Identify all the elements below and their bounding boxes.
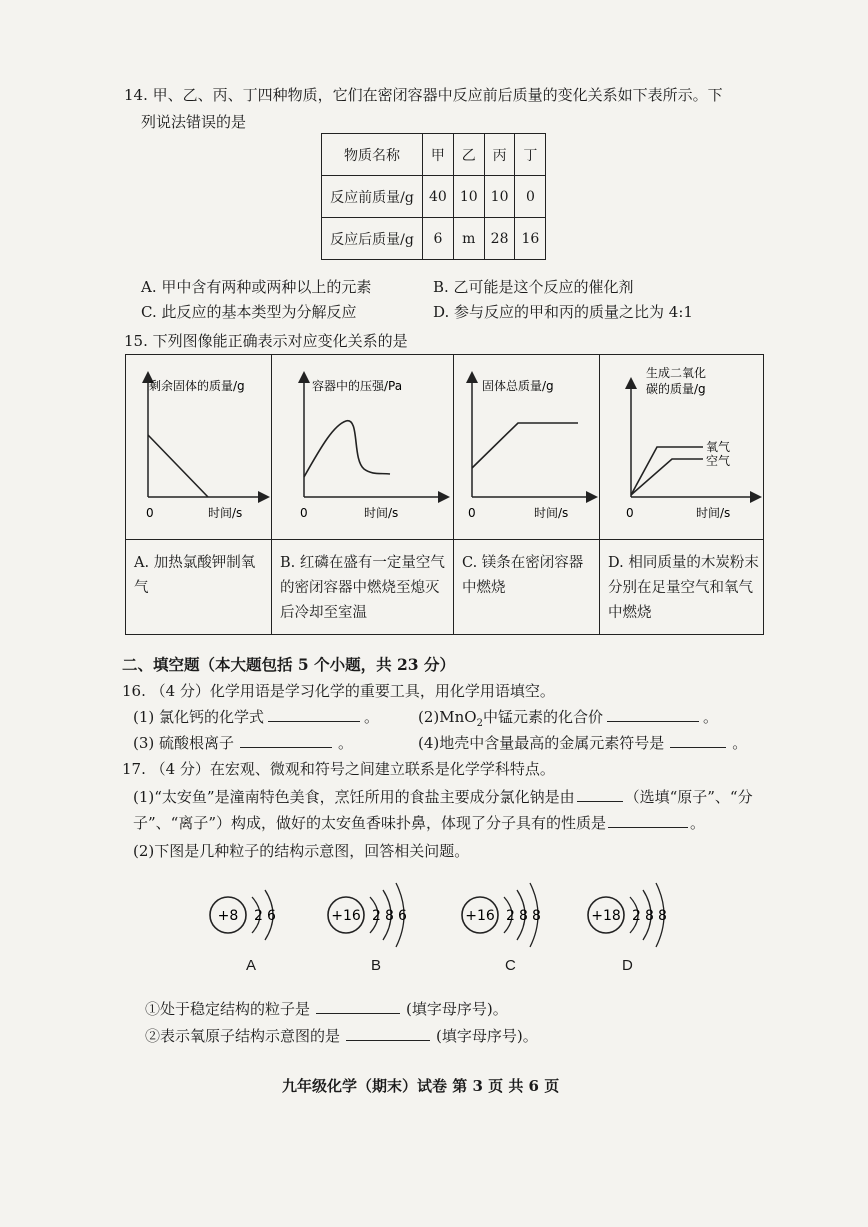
table-cell: 乙 (453, 134, 484, 176)
table-row (322, 134, 546, 176)
q14-option-c: C. 此反应的基本类型为分解反应 (141, 303, 357, 321)
atom-diagram-d (586, 868, 706, 958)
atom-diagram-a (208, 868, 328, 958)
q16-part3-text: (3) 硫酸根离子 (133, 734, 235, 752)
punct: 。 (690, 814, 706, 832)
graph-c-xlabel: 时间/s (534, 506, 569, 520)
table-row (322, 176, 546, 218)
q17-part1-text-c: 子”、“离子”）构成，做好的太安鱼香味扑鼻，体现了分子具有的性质是 (133, 814, 607, 832)
graph-c (454, 355, 599, 539)
graph-d-origin: 0 (626, 506, 634, 520)
atom-label: B (371, 957, 382, 974)
punct: 。 (732, 734, 748, 752)
answer-blank-17-4[interactable] (346, 1026, 430, 1041)
q16-part4 (418, 732, 747, 753)
table-row (322, 218, 546, 260)
graph-c-origin: 0 (468, 506, 476, 520)
page-footer: 九年级化学（期末）试卷 第 3 页 共 6 页 (282, 1077, 560, 1095)
graph-d-ylabel-line2: 碳的质量/g (646, 382, 706, 396)
atom-diagram-c (460, 868, 580, 958)
q17-subq2-end: (填字母序号)。 (436, 1027, 538, 1045)
shell-electron-count: 6 (398, 908, 407, 924)
shell-electron-count: 2 (372, 908, 381, 924)
shell-electron-count: 8 (385, 908, 394, 924)
punct: 。 (338, 734, 354, 752)
table-cell: 丙 (484, 134, 515, 176)
graph-a (126, 355, 271, 539)
answer-blank-17-2[interactable] (608, 813, 688, 828)
atom-label: D (622, 957, 633, 974)
graph-b-ylabel: 容器中的压强/Pa (312, 379, 403, 393)
graph-b (272, 355, 453, 539)
graph-b-origin: 0 (300, 506, 308, 520)
graph-d-xlabel: 时间/s (696, 506, 731, 520)
q17-part1-line2 (133, 812, 705, 833)
nucleus-charge: +16 (331, 908, 361, 924)
table-cell: 反应前质量/g (322, 176, 423, 218)
table-cell: 40 (423, 176, 454, 218)
graph-d-ylabel-line1: 生成二氧化 (646, 366, 707, 380)
q16-part4-text: (4)地壳中含量最高的金属元素符号是 (418, 734, 665, 752)
nucleus-charge: +8 (217, 908, 239, 924)
shell-electron-count: 8 (519, 908, 528, 924)
q17-subq1-end: (填字母序号)。 (406, 1000, 508, 1018)
graph-a-origin: 0 (146, 506, 154, 520)
q17-part2: (2)下图是几种粒子的结构示意图，回答相关问题。 (133, 842, 470, 860)
q14-option-a: A. 甲中含有两种或两种以上的元素 (141, 278, 372, 296)
subscript: 2 (476, 718, 483, 729)
graph-d-series-air: 空气 (706, 454, 731, 468)
q16-stem: 16. （4 分）化学用语是学习化学的重要工具，用化学用语填空。 (122, 682, 555, 700)
shell-electron-count: 6 (267, 908, 276, 924)
table-cell: 10 (484, 176, 515, 218)
table-cell: 反应后质量/g (322, 218, 423, 260)
q14-stem-line1: 14. 甲、乙、丙、丁四种物质，它们在密闭容器中反应前后质量的变化关系如下表所示。下 (124, 86, 723, 104)
graph-c-ylabel: 固体总质量/g (482, 379, 554, 393)
answer-blank-17-3[interactable] (316, 999, 400, 1014)
table-cell: 28 (484, 218, 515, 260)
nucleus-charge: +18 (591, 908, 621, 924)
q16-part2-text-b: 中锰元素的化合价 (482, 708, 603, 726)
answer-blank-16-3[interactable] (240, 733, 332, 748)
answer-blank-16-2[interactable] (607, 707, 699, 722)
table-cell: m (453, 218, 484, 260)
table-cell: 10 (453, 176, 484, 218)
table-cell: 物质名称 (322, 134, 423, 176)
graph-c-caption: C. 镁条在密闭容器中燃烧 (462, 555, 584, 596)
q17-subq2 (145, 1025, 538, 1046)
q17-part1-text: (1)“太安鱼”是潼南特色美食，烹饪所用的食盐主要成分氯化钠是由 (133, 788, 575, 806)
atom-label: A (246, 957, 257, 974)
q14-option-d: D. 参与反应的甲和丙的质量之比为 4:1 (433, 303, 693, 321)
q16-part1-text: (1) 氯化钙的化学式 (133, 708, 265, 726)
atom-label: C (505, 957, 516, 974)
atom-diagram-b (326, 868, 446, 958)
q17-stem: 17. （4 分）在宏观、微观和符号之间建立联系是化学学科特点。 (122, 760, 555, 778)
answer-blank-16-4[interactable] (670, 733, 726, 748)
table-cell: 甲 (423, 134, 454, 176)
graph-d-series-oxygen: 氧气 (706, 440, 731, 454)
table-cell: 16 (515, 218, 546, 260)
q17-subq1 (145, 998, 508, 1019)
graph-a-ylabel: 剩余固体的质量/g (149, 379, 245, 393)
shell-electron-count: 8 (645, 908, 654, 924)
graph-a-xlabel: 时间/s (208, 506, 243, 520)
graph-d (600, 355, 763, 539)
graph-d-caption: D. 相同质量的木炭粉末分别在足量空气和氧气中燃烧 (608, 555, 759, 621)
q16-part1 (133, 706, 379, 727)
table-cell: 6 (423, 218, 454, 260)
graph-a-caption: A. 加热氯酸钾制氧气 (134, 555, 256, 596)
graph-b-xlabel: 时间/s (364, 506, 399, 520)
graph-b-caption: B. 红磷在盛有一定量空气的密闭容器中燃烧至熄灭后冷却至室温 (280, 555, 445, 621)
shell-electron-count: 8 (658, 908, 667, 924)
punct: 。 (364, 708, 380, 726)
q14-option-b: B. 乙可能是这个反应的催化剂 (433, 278, 634, 296)
q15-stem: 15. 下列图像能正确表示对应变化关系的是 (124, 332, 408, 350)
answer-blank-17-1[interactable] (577, 787, 623, 802)
mass-table (321, 133, 546, 260)
answer-blank-16-1[interactable] (268, 707, 360, 722)
q17-part1-line1 (133, 786, 753, 807)
q17-part1-text-b: （选填“原子”、“分 (624, 788, 753, 806)
section-heading: 二、填空题（本大题包括 5 个小题，共 23 分） (122, 655, 455, 674)
shell-electron-count: 8 (532, 908, 541, 924)
q16-part2-text: (2)MnO (418, 708, 477, 726)
table-cell: 丁 (515, 134, 546, 176)
punct: 。 (702, 708, 718, 726)
shell-electron-count: 2 (506, 908, 515, 924)
q17-subq1-text: ①处于稳定结构的粒子是 (145, 1000, 311, 1018)
q16-part2 (418, 706, 718, 729)
table-cell: 0 (515, 176, 546, 218)
shell-electron-count: 2 (254, 908, 263, 924)
q14-stem-line2: 列说法错误的是 (141, 113, 247, 131)
nucleus-charge: +16 (465, 908, 495, 924)
q15-graph-grid (125, 354, 764, 635)
q17-subq2-text: ②表示氧原子结构示意图的是 (145, 1027, 341, 1045)
q16-part3 (133, 732, 353, 753)
shell-electron-count: 2 (632, 908, 641, 924)
